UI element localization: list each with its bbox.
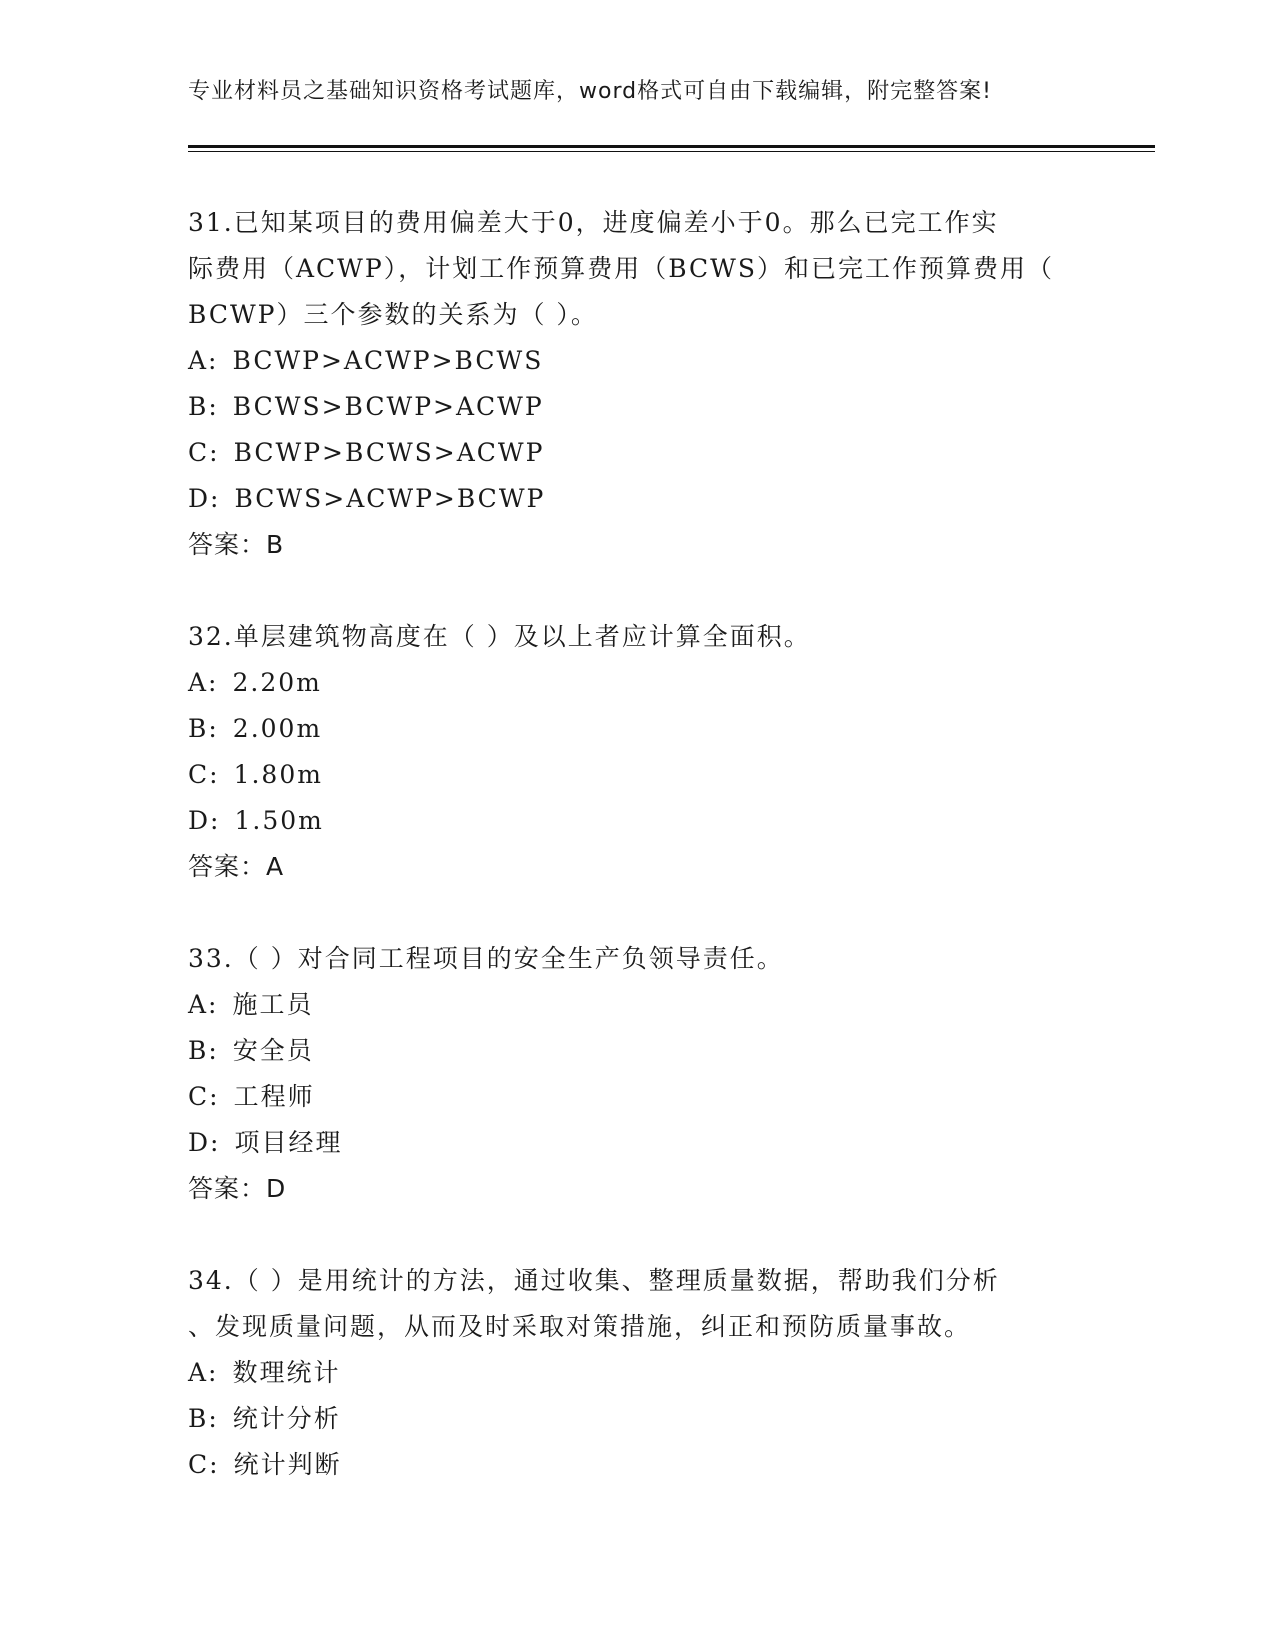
option-text: 1.80m xyxy=(233,760,323,789)
question-gap xyxy=(188,568,1088,614)
option-c xyxy=(188,752,1088,798)
option-letter: A: xyxy=(188,1358,219,1387)
option-a xyxy=(188,660,1088,706)
option-letter: A: xyxy=(188,346,219,375)
question-gap xyxy=(188,890,1088,936)
option-text: 2.20m xyxy=(232,668,322,697)
option-text: 2.00m xyxy=(232,714,323,743)
option-letter: C: xyxy=(188,438,220,467)
option-letter: D: xyxy=(188,484,221,513)
option-d xyxy=(188,476,1088,522)
option-text: 1.50m xyxy=(234,806,324,835)
question-stem-line: 31.已知某项目的费用偏差大于0，进度偏差小于0。那么已完工作实 xyxy=(188,208,999,237)
option-letter: C: xyxy=(188,1082,220,1111)
option-letter: A: xyxy=(188,990,219,1019)
option-text: 工程师 xyxy=(233,1082,315,1111)
option-letter: B: xyxy=(188,392,219,421)
option-text: 施工员 xyxy=(232,990,314,1019)
option-letter: D: xyxy=(188,806,221,835)
option-d xyxy=(188,1120,1088,1166)
question-33 xyxy=(188,936,1088,1212)
question-34 xyxy=(188,1258,1088,1488)
option-text: BCWS>ACWP>BCWP xyxy=(234,484,546,513)
question-stem-line: 33.（ ）对合同工程项目的安全生产负领导责任。 xyxy=(188,944,784,973)
option-text: BCWP>ACWP>BCWS xyxy=(232,346,544,375)
question-31 xyxy=(188,200,1088,568)
question-gap xyxy=(188,1212,1088,1258)
question-stem-line: 、发现质量问题，从而及时采取对策措施，纠正和预防质量事故。 xyxy=(188,1312,972,1341)
header-rule-thick xyxy=(188,145,1155,148)
option-c xyxy=(188,1074,1088,1120)
option-letter: B: xyxy=(188,1036,219,1065)
option-text: 安全员 xyxy=(232,1036,314,1065)
option-b xyxy=(188,1028,1088,1074)
answer-line: 答案：B xyxy=(188,530,285,559)
header-rule-thin xyxy=(188,151,1155,152)
option-b xyxy=(188,384,1088,430)
option-text: 统计判断 xyxy=(233,1450,342,1479)
option-text: 数理统计 xyxy=(232,1358,341,1387)
option-letter: B: xyxy=(188,714,219,743)
option-c xyxy=(188,430,1088,476)
option-letter: C: xyxy=(188,1450,220,1479)
option-d xyxy=(188,798,1088,844)
option-b xyxy=(188,1396,1088,1442)
question-stem-line: 34.（ ）是用统计的方法，通过收集、整理质量数据，帮助我们分析 xyxy=(188,1266,1000,1295)
option-letter: C: xyxy=(188,760,220,789)
option-text: BCWS>BCWP>ACWP xyxy=(232,392,544,421)
question-stem-line: 际费用（ACWP），计划工作预算费用（BCWS）和已完工作预算费用（ xyxy=(188,254,1054,283)
option-a xyxy=(188,338,1088,384)
option-c xyxy=(188,1442,1088,1488)
question-stem-line: 32.单层建筑物高度在（ ）及以上者应计算全面积。 xyxy=(188,622,811,651)
option-letter: D: xyxy=(188,1128,221,1157)
option-b xyxy=(188,706,1088,752)
question-list xyxy=(188,200,1088,1488)
option-text: 统计分析 xyxy=(232,1404,341,1433)
option-text: 项目经理 xyxy=(234,1128,343,1157)
question-32 xyxy=(188,614,1088,890)
answer-line: 答案：A xyxy=(188,852,285,881)
question-stem-line: BCWP）三个参数的关系为（ ）。 xyxy=(188,300,598,329)
option-text: BCWP>BCWS>ACWP xyxy=(233,438,545,467)
option-a xyxy=(188,1350,1088,1396)
option-a xyxy=(188,982,1088,1028)
option-letter: A: xyxy=(188,668,219,697)
page-header: 专业材料员之基础知识资格考试题库，word格式可自由下载编辑，附完整答案! xyxy=(188,79,992,104)
answer-line: 答案：D xyxy=(188,1174,287,1203)
option-letter: B: xyxy=(188,1404,219,1433)
